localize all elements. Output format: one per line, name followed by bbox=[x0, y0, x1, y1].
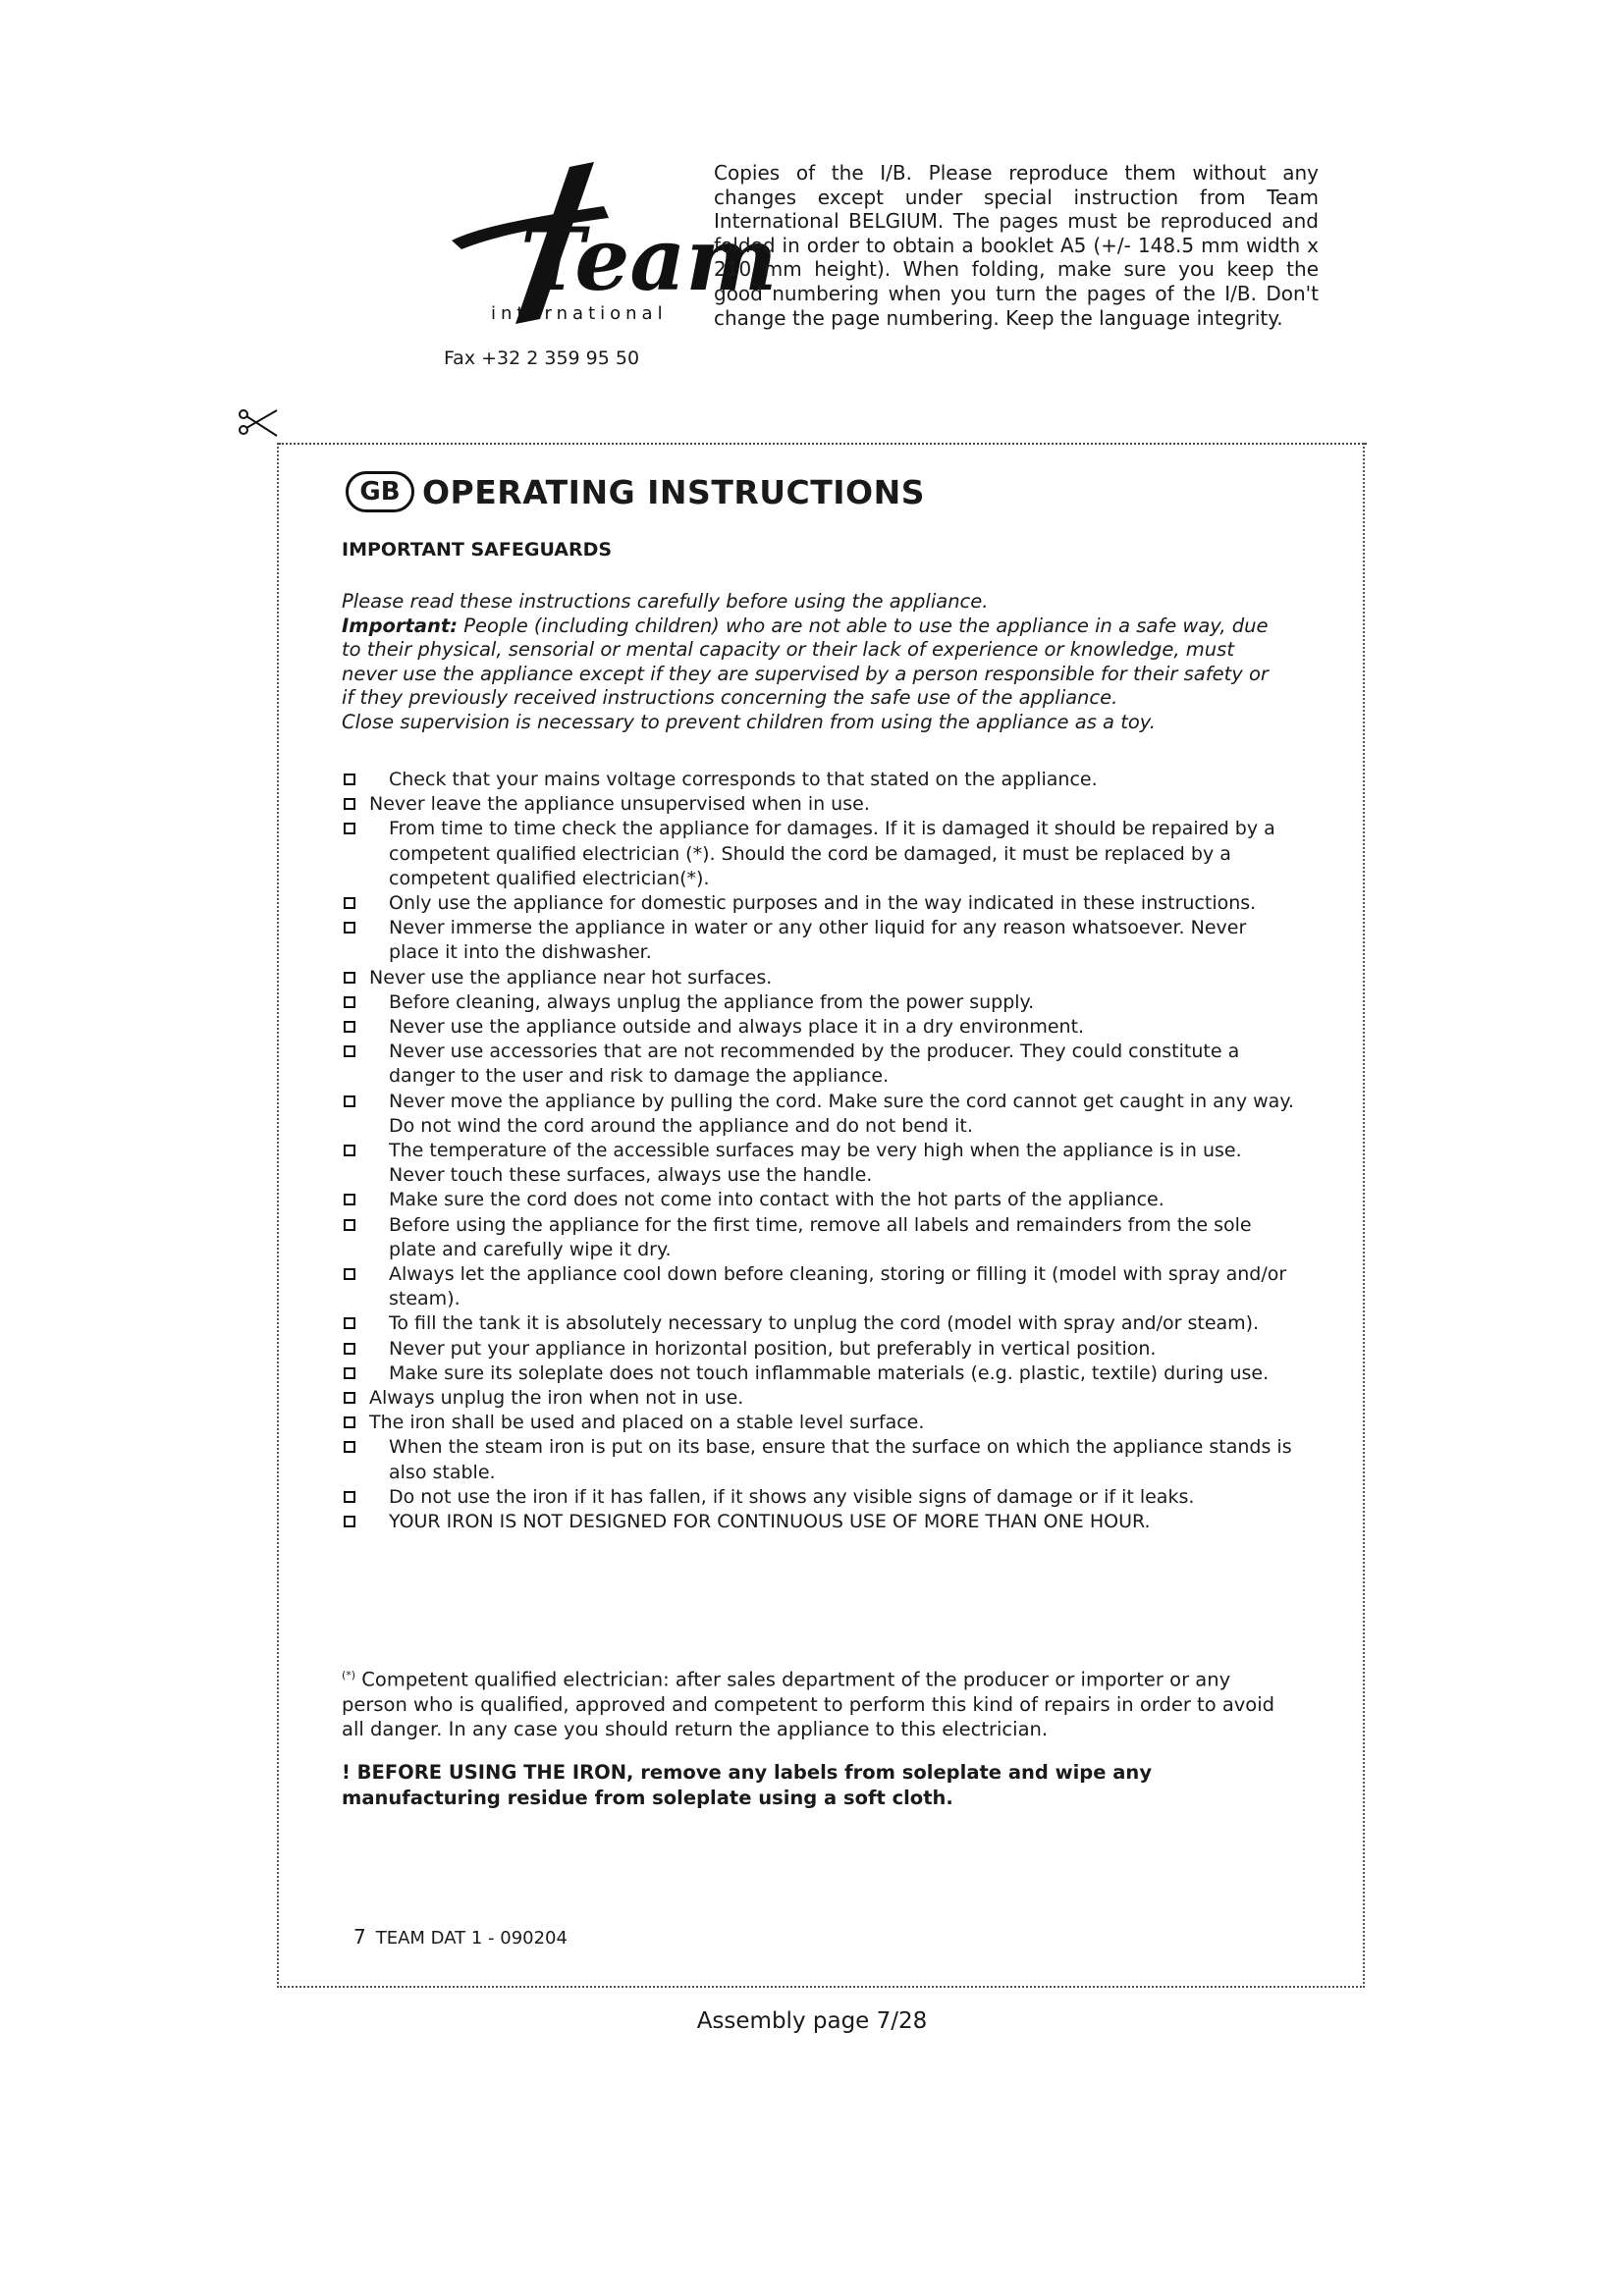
list-item: The temperature of the accessible surfaces may be very high when the appliance is in use. Never touch these surfaces, always use the handle. bbox=[342, 1139, 1294, 1188]
checkbox-icon bbox=[344, 1516, 355, 1527]
svg-text:international: international bbox=[491, 303, 668, 324]
intro-paragraph bbox=[342, 590, 1274, 735]
important-text: People (including children) who are not able to use the appliance in a safe way, due to their physical, sensorial or mental capacity or their lack of experience or knowledge, must never use the appliance except if they are supervised by a person responsible for their safety or if they previously received instructions concerning the safe use of the appliance. bbox=[342, 614, 1269, 710]
list-item: Make sure the cord does not come into contact with the hot parts of the appliance. bbox=[342, 1188, 1294, 1212]
checkbox-icon bbox=[344, 922, 355, 934]
supervision-note: Close supervision is necessary to prevent children from using the appliance as a toy. bbox=[342, 710, 1156, 733]
list-item: YOUR IRON IS NOT DESIGNED FOR CONTINUOUS USE OF MORE THAN ONE HOUR. bbox=[342, 1510, 1294, 1534]
list-item: Never use the appliance near hot surfaces. bbox=[342, 966, 1294, 990]
checkbox-icon bbox=[344, 1194, 355, 1205]
list-item: Never immerse the appliance in water or any other liquid for any reason whatsoever. Never place it into the dishwasher. bbox=[342, 916, 1294, 965]
list-item: Never leave the appliance unsupervised when in use. bbox=[342, 792, 1294, 817]
checkbox-icon bbox=[344, 1491, 355, 1503]
page-reference bbox=[353, 1925, 568, 1949]
checkbox-icon bbox=[344, 972, 355, 984]
reproduction-note: Copies of the I/B. Please reproduce them without any changes except under special instruction from Team International BELGIUM. The pages must be reproduced and folded in order to obtain a booklet A5 (+/- 148.5 mm width x 210 mm height). When folding, make sure you keep the good numbering when you turn the pages of the I/B. Don't change the page numbering. Keep the language integrity. bbox=[714, 161, 1319, 330]
checkbox-icon bbox=[344, 1367, 355, 1379]
scissors-icon bbox=[238, 408, 279, 438]
checkbox-icon bbox=[344, 1095, 355, 1107]
checkbox-icon bbox=[344, 897, 355, 909]
section-heading bbox=[346, 467, 925, 516]
assembly-page-label: Assembly page 7/28 bbox=[696, 2008, 928, 2034]
page-title: OPERATING INSTRUCTIONS bbox=[422, 472, 925, 511]
list-item: Always unplug the iron when not in use. bbox=[342, 1386, 1294, 1411]
safeguards-subheading: IMPORTANT SAFEGUARDS bbox=[342, 539, 613, 561]
list-item: Never use the appliance outside and always place it in a dry environment. bbox=[342, 1015, 1294, 1040]
list-item: Never move the appliance by pulling the cord. Make sure the cord cannot get caught in any way. Do not wind the cord around the appliance and do not bend it. bbox=[342, 1090, 1294, 1139]
checkbox-icon bbox=[344, 1317, 355, 1329]
checkbox-icon bbox=[344, 798, 355, 810]
intro-line: Please read these instructions carefully before using the appliance. bbox=[342, 590, 989, 613]
list-item: To fill the tank it is absolutely necessary to unplug the cord (model with spray and/or steam). bbox=[342, 1311, 1294, 1336]
important-notice bbox=[342, 614, 1274, 711]
checkbox-icon bbox=[344, 1268, 355, 1280]
checkbox-icon bbox=[344, 1219, 355, 1231]
list-item: Never put your appliance in horizontal position, but preferably in vertical position. bbox=[342, 1337, 1294, 1362]
checkbox-icon bbox=[344, 996, 355, 1008]
list-item: The iron shall be used and placed on a stable level surface. bbox=[342, 1411, 1294, 1435]
list-item: Make sure its soleplate does not touch inflammable materials (e.g. plastic, textile) during use. bbox=[342, 1362, 1294, 1386]
list-item: Before cleaning, always unplug the appliance from the power supply. bbox=[342, 990, 1294, 1015]
important-label: Important: bbox=[342, 614, 459, 637]
checkbox-icon bbox=[344, 1416, 355, 1428]
list-item: From time to time check the appliance for damages. If it is damaged it should be repaired by a competent qualified electrician (*). Should the cord be damaged, it must be replaced by a competent qualified electrician(*). bbox=[342, 817, 1294, 891]
footnote-marker: (*) bbox=[342, 1669, 356, 1682]
checkbox-icon bbox=[344, 1343, 355, 1355]
checkbox-icon bbox=[344, 1021, 355, 1033]
list-item: Only use the appliance for domestic purposes and in the way indicated in these instructions. bbox=[342, 891, 1294, 916]
fax-number: Fax +32 2 359 95 50 bbox=[444, 347, 640, 369]
before-use-warning: ! BEFORE USING THE IRON, remove any labels from soleplate and wipe any manufacturing residue from soleplate using a soft cloth. bbox=[342, 1761, 1153, 1809]
svg-text:Team: Team bbox=[520, 208, 778, 310]
list-item: When the steam iron is put on its base, ensure that the surface on which the appliance stands is also stable. bbox=[342, 1435, 1294, 1484]
list-item: Do not use the iron if it has fallen, if it shows any visible signs of damage or if it leaks. bbox=[342, 1485, 1294, 1510]
list-item: Before using the appliance for the first time, remove all labels and remainders from the sole plate and carefully wipe it dry. bbox=[342, 1213, 1294, 1262]
checkbox-icon bbox=[344, 1441, 355, 1453]
checkbox-icon bbox=[344, 823, 355, 834]
footnote-text: Competent qualified electrician: after sales department of the producer or importer or any person who is qualified, approved and competent to perform this kind of repairs in order to avoid all danger. In any case you should return the appliance to this electrician. bbox=[342, 1668, 1275, 1740]
list-item: Never use accessories that are not recommended by the producer. They could constitute a danger to the user and risk to damage the appliance. bbox=[342, 1040, 1294, 1089]
document-reference: TEAM DAT 1 - 090204 bbox=[375, 1928, 568, 1949]
electrician-footnote bbox=[342, 1663, 1284, 1741]
checkbox-icon bbox=[344, 1392, 355, 1404]
checkbox-icon bbox=[344, 1145, 355, 1156]
team-logo bbox=[422, 147, 778, 344]
page-number: 7 bbox=[353, 1925, 366, 1949]
list-item: Check that your mains voltage corresponds to that stated on the appliance. bbox=[342, 768, 1294, 792]
checkbox-icon bbox=[344, 1045, 355, 1057]
safeguards-list bbox=[342, 768, 1294, 1534]
checkbox-icon bbox=[344, 774, 355, 785]
language-badge: GB bbox=[346, 471, 414, 512]
list-item: Always let the appliance cool down before cleaning, storing or filling it (model with spray and/or steam). bbox=[342, 1262, 1294, 1311]
